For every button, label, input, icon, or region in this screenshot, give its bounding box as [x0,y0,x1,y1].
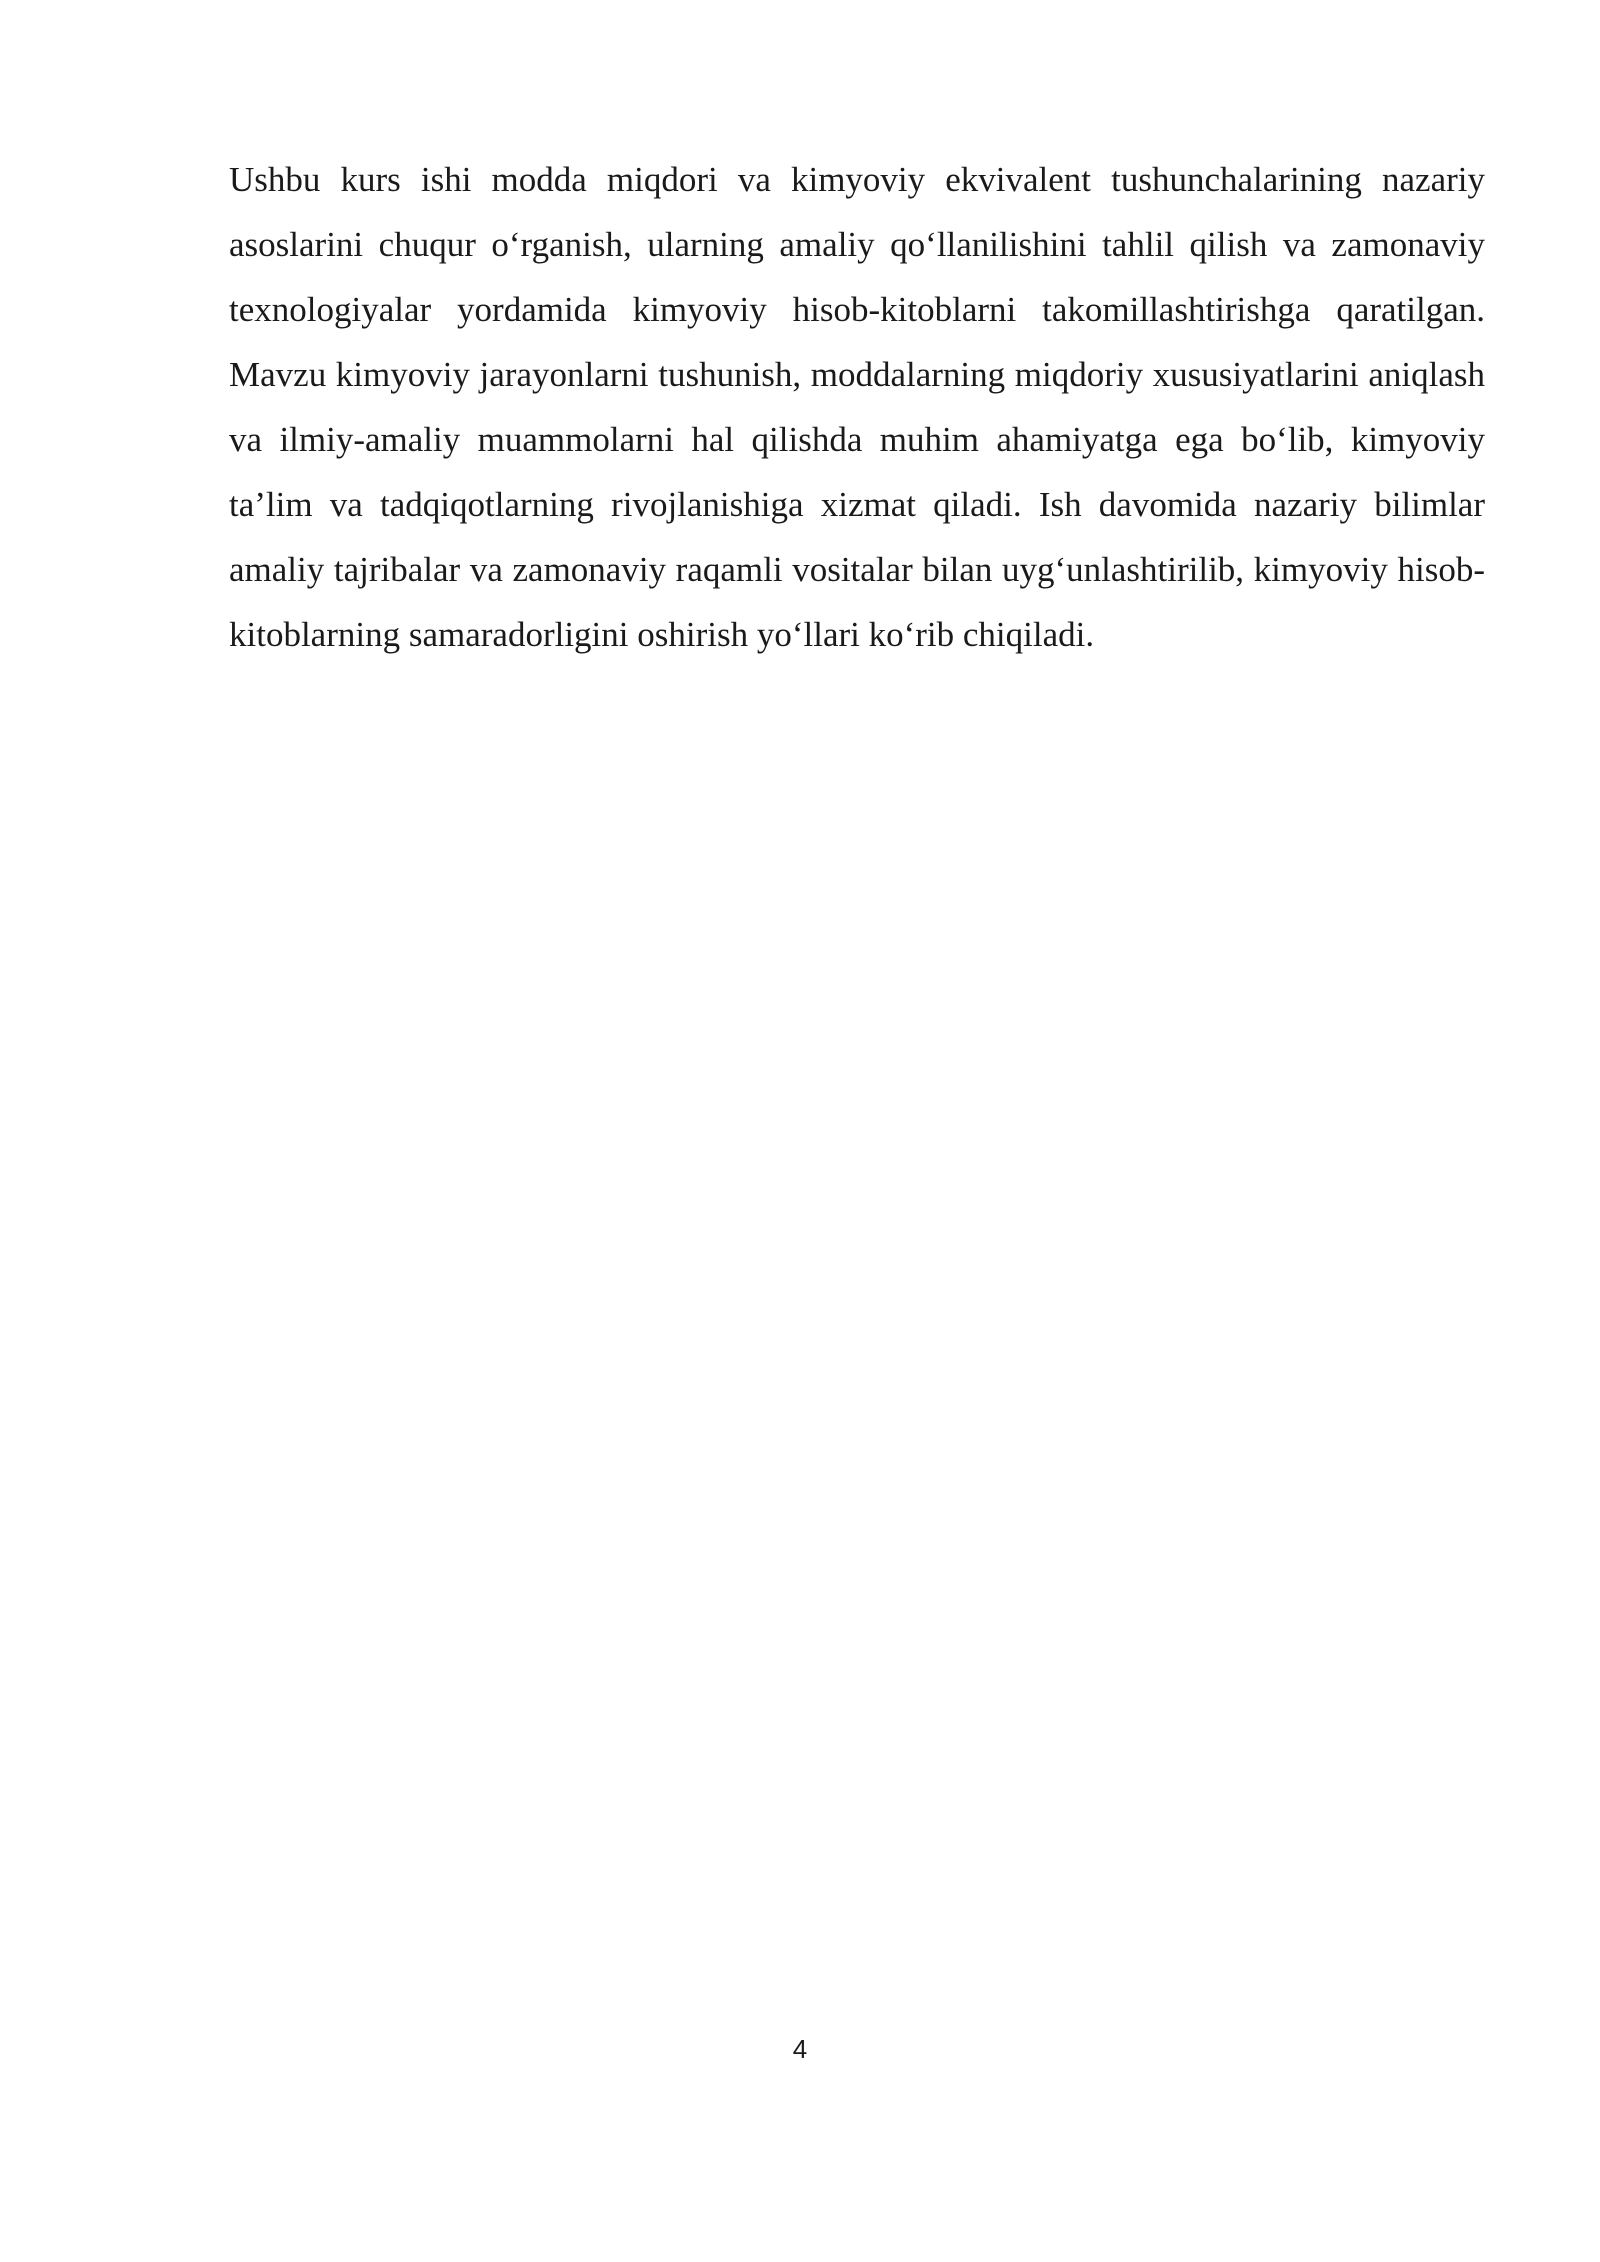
page-number: 4 [792,2034,808,2064]
body-paragraph: Ushbu kurs ishi modda miqdori va kimyoviy ekvivalent tushunchalarining nazariy asoslarini chuqur o‘rganish, ularning amaliy qo‘llanilishini tahlil qilish va zamonaviy texnologiyalar yordamida kimyoviy hisob-kitoblarni takomillashtirishga qaratilgan. Mavzu kimyoviy jarayonlarni tushunish, moddalarning miqdoriy xususiyatlarini aniqlash va ilmiy-amaliy muammolarni hal qilishda muhim ahamiyatga ega bo‘lib, kimyoviy ta’lim va tadqiqotlarning rivojlanishiga xizmat qiladi. Ish davomida nazariy bilimlar amaliy tajribalar va zamonaviy raqamli vositalar bilan uyg‘unlashtirilib, kimyoviy hisob-kitoblarning samaradorligini oshirish yo‘llari ko‘rib chiqiladi. [229,160,1485,654]
